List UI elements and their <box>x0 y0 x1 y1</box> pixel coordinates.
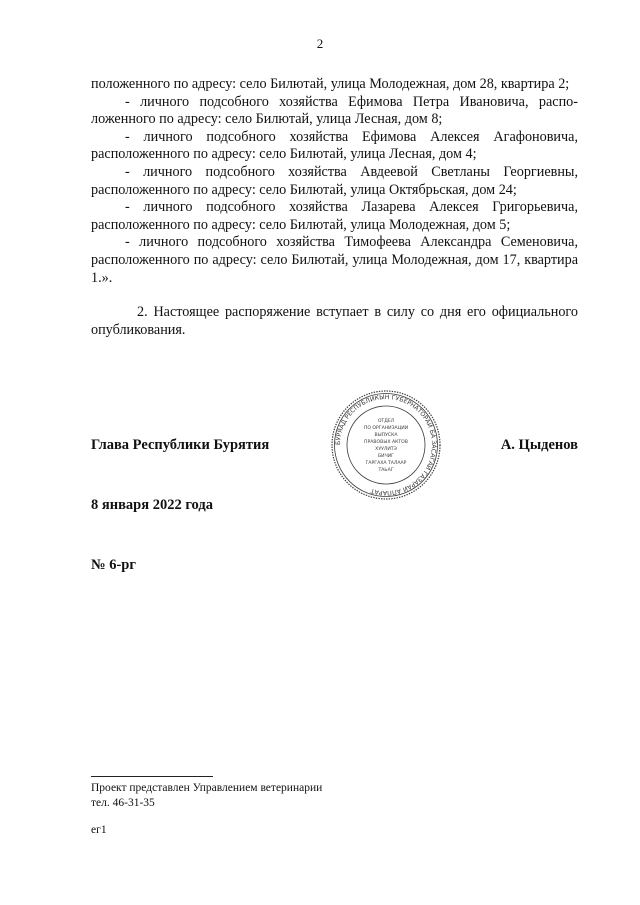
list-item: - личного подсобного хозяйства Ефимова Петра Ивановича, расположенного по адресу: село Билютай, улица Лесная, дом 8; <box>91 93 578 128</box>
seal-center-line: ВЫПУСКА <box>374 433 398 438</box>
footnote-divider <box>91 776 213 777</box>
seal-center-line: ПРАВОВЫХ АКТОВ <box>364 440 408 445</box>
page-number: 2 <box>316 36 324 51</box>
document-body <box>91 76 578 339</box>
list-item: - личного подсобного хозяйства Лазарева Алексея Григорьевича, расположенного по адресу: село Билютай, улица Молодежная, дом 5; <box>91 199 578 233</box>
seal-center-line: ХУУЛИТЭ <box>375 447 397 452</box>
seal-center-line: ГАРГАХА ТАЛААР <box>365 461 407 466</box>
list-item: - личного подсобного хозяйства Тимофеева Александра Семеновича, расположенного по адресу: село Билютай, улица Молодежная, дом 17, квартира 1.». <box>91 234 578 286</box>
seal-ring-text: БУРЯАД РЕСПУБЛИКЫН ГУБЕРНАТОРАЙ БА ЗАСАГАЙ ГАЗАРАЙ АППАРАТ <box>334 393 438 497</box>
seal-center-line: ПО ОРГАНИЗАЦИИ <box>363 426 409 431</box>
list-item: - личного подсобного хозяйства Ефимова Алексея Агафоновича, расположенного по адресу: село Билютай, улица Лесная, дом 4; <box>91 128 578 163</box>
document-number: № 6-рг <box>91 557 136 573</box>
executor-code: ег1 <box>91 824 107 836</box>
footnote-phone: тел. 46-31-35 <box>91 797 155 809</box>
footnote-prepared-by: Проект представлен Управлением ветеринарии <box>91 782 323 794</box>
document-date: 8 января 2022 года <box>91 497 213 513</box>
paragraph-address-continuation: положенного по адресу: село Билютай, улица Молодежная, дом 28, квартира 2; <box>91 76 570 92</box>
clause-2: 2. Настоящее распоряжение вступает в силу со дня его официального опубликования. <box>91 304 578 338</box>
seal-center-line: БИЧИГ <box>378 454 394 459</box>
official-seal-icon <box>330 389 442 501</box>
signatory-name: А. Цыденов <box>500 437 578 453</box>
list-item: - личного подсобного хозяйства Авдеевой Светланы Георгиевны, расположенного по адресу: село Билютай, улица Октябрьская, дом 24; <box>91 163 578 198</box>
footnote <box>91 781 322 811</box>
seal-center-line: ОТДЕЛ <box>377 419 395 424</box>
signatory-position: Глава Республики Бурятия <box>91 437 270 453</box>
seal-center-line: ТАЬАГ <box>378 468 394 473</box>
